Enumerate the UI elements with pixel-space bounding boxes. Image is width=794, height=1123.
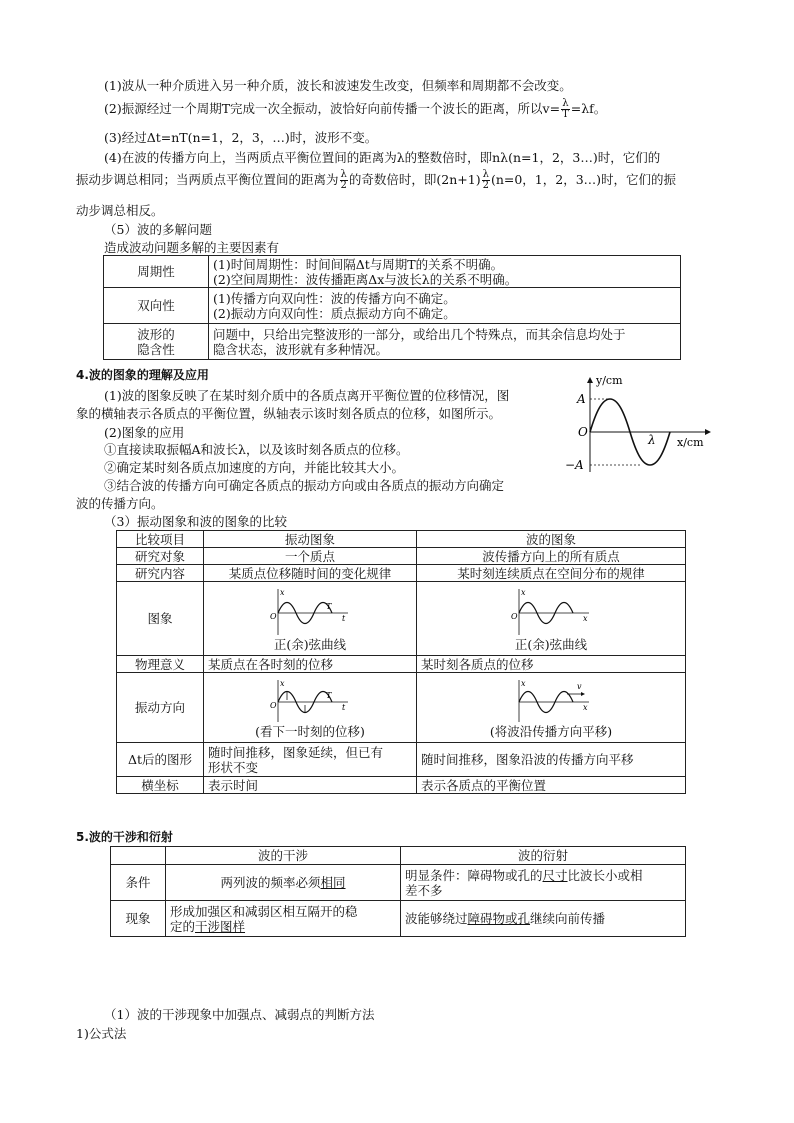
intro-p4c: 动步调总相反。: [76, 203, 164, 218]
multi-heading: （5）波的多解问题: [104, 222, 212, 237]
fraction-lambda-over-2-b: $\frac{\lambda}{2}$: [482, 169, 489, 191]
table-row: 横坐标 表示时间 表示各质点的平衡位置: [117, 777, 686, 794]
table-row: [104, 288, 681, 324]
section4-item1: ①直接读取振幅A和波长λ，以及该时刻各质点的位移。: [104, 442, 409, 457]
row-label: 双向性: [104, 288, 209, 324]
intro-p1: (1)波从一种介质进入另一种介质，波长和波速发生改变，但频率和周期都不会改变。: [104, 78, 572, 93]
svg-text:O: O: [270, 701, 277, 710]
x-axis-label: x/cm: [677, 436, 704, 449]
header-cell: 振动图象: [204, 531, 417, 548]
svg-text:T: T: [326, 691, 332, 700]
table-row: 物理意义 某质点在各时刻的位移 某时刻各质点的位移: [117, 656, 686, 673]
svg-text:T: T: [326, 602, 332, 611]
svg-text:x: x: [280, 679, 285, 688]
footer-q1: （1）波的干涉现象中加强点、减弱点的判断方法: [104, 1007, 375, 1022]
row-content: (1)传播方向双向性：波的传播方向不确定。 (2)振动方向双向性：质点振动方向不确定。: [209, 288, 681, 324]
section4-item3a: ③结合波的传播方向可确定各质点的振动方向或由各质点的振动方向确定: [104, 478, 505, 493]
header-cell: 波的图象: [417, 531, 686, 548]
svg-text:x: x: [521, 588, 526, 597]
table-row: 条件 两列波的频率必须相同 明显条件：障碍物或孔的尺寸比波长小或相 差不多: [111, 865, 686, 901]
neg-amplitude-label: −A: [565, 458, 584, 472]
row-content: 问题中，只给出完整波形的一部分，或给出几个特殊点，而其余信息均处于 隐含状态，波形就有多种情况。: [209, 324, 681, 360]
svg-text:v: v: [577, 682, 582, 691]
intro-p4a: (4)在波的传播方向上，当两质点平衡位置间的距离为λ的整数倍时，即nλ(n=1，2，3…)时，它们的: [104, 150, 661, 165]
row-label: 周期性: [104, 256, 209, 288]
intro-p4b: 振动步调总相同；当两质点平衡位置间的距离为 $\frac{\lambda}{2}$ 的奇数倍时，即(2n+1) $\frac{\lambda}{2}$ (n=0，1，2，3…)时，它们的振: [76, 169, 677, 191]
svg-text:x: x: [521, 679, 526, 688]
vibration-graph: [270, 587, 350, 637]
amplitude-label: A: [577, 392, 586, 406]
compare-heading: （3）振动图象和波的图象的比较: [104, 514, 287, 529]
row-label: 波形的 隐含性: [104, 324, 209, 360]
y-axis-label: y/cm: [596, 374, 623, 387]
svg-text:O: O: [270, 612, 277, 621]
svg-text:x: x: [280, 588, 285, 597]
svg-text:O: O: [511, 612, 518, 621]
section5-title: 5.波的干涉和衍射: [76, 830, 173, 844]
section4-p1a: (1)波的图象反映了在某时刻介质中的各质点离开平衡位置的位移情况，图: [104, 388, 510, 403]
vibration-direction-graph: [270, 678, 350, 724]
compare-table: [116, 530, 686, 794]
fraction-lambda-over-T: $\frac{\lambda}{T}$: [562, 98, 569, 120]
header-cell: 比较项目: [117, 531, 204, 548]
wave-mini-graph: [511, 587, 591, 637]
table-row: [104, 256, 681, 288]
multi-intro: 造成波动问题多解的主要因素有: [104, 240, 280, 255]
table-row: 研究内容 某质点位移随时间的变化规律 某时刻连续质点在空间分布的规律: [117, 565, 686, 582]
multi-solution-table: [103, 255, 681, 360]
origin-label: O: [578, 425, 588, 439]
svg-text:x: x: [583, 614, 588, 623]
vibration-graph-cell: x O T t 正(余)弦曲线: [204, 582, 417, 656]
table-row: 现象 形成加强区和减弱区相互隔开的稳 定的干涉图样 波能够绕过障碍物或孔继续向前传播: [111, 901, 686, 937]
footer-q2: 1)公式法: [76, 1026, 127, 1041]
table-row: [117, 531, 686, 548]
fraction-lambda-over-2: $\frac{\lambda}{2}$: [340, 169, 347, 191]
svg-text:t: t: [342, 703, 346, 712]
table-row: Δt后的图形 随时间推移，图象延续，但已有 形状不变 随时间推移，图象沿波的传播方向平移: [117, 743, 686, 777]
row-content: (1)时间周期性：时间间隔Δt与周期T的关系不明确。 (2)空间周期性：波传播距离Δx与波长λ的关系不明确。: [209, 256, 681, 288]
table-row: 波的干涉 波的衍射: [111, 847, 686, 865]
intro-p2: (2)振源经过一个周期T完成一次全振动，波恰好向前传播一个波长的距离，所以v= $\frac{\lambda}{T}$ =λf。: [104, 98, 607, 120]
wavelength-label: λ: [648, 433, 656, 447]
svg-text:x: x: [583, 703, 588, 712]
svg-text:t: t: [342, 614, 346, 623]
table-row: [104, 324, 681, 360]
interference-diffraction-table: [110, 846, 686, 937]
section4-title: 4.波的图象的理解及应用: [76, 368, 209, 382]
wave-graph-cell: x O x 正(余)弦曲线: [417, 582, 686, 656]
section4-p1b: 象的横轴表示各质点的平衡位置，纵轴表示该时刻各质点的位移，如图所示。: [76, 406, 502, 421]
section4-item2: ②确定某时刻各质点加速度的方向，并能比较其大小。: [104, 460, 405, 475]
intro-p3: (3)经过Δt=nT(n=1，2，3，…)时，波形不变。: [104, 130, 378, 145]
table-row: 振动方向 x O T t (看下一时刻的位移) x v x (将波沿传播方向平移): [117, 673, 686, 743]
wave-direction-graph: [511, 678, 591, 724]
table-row: 图象 x O T t 正(余)弦曲线 x O x 正(余)弦曲线: [117, 582, 686, 656]
table-row: 研究对象 一个质点 波传播方向上的所有质点: [117, 548, 686, 565]
section4-item3b: 波的传播方向。: [76, 496, 164, 511]
wave-graph: [560, 372, 720, 482]
section4-p2: (2)图象的应用: [104, 425, 185, 440]
